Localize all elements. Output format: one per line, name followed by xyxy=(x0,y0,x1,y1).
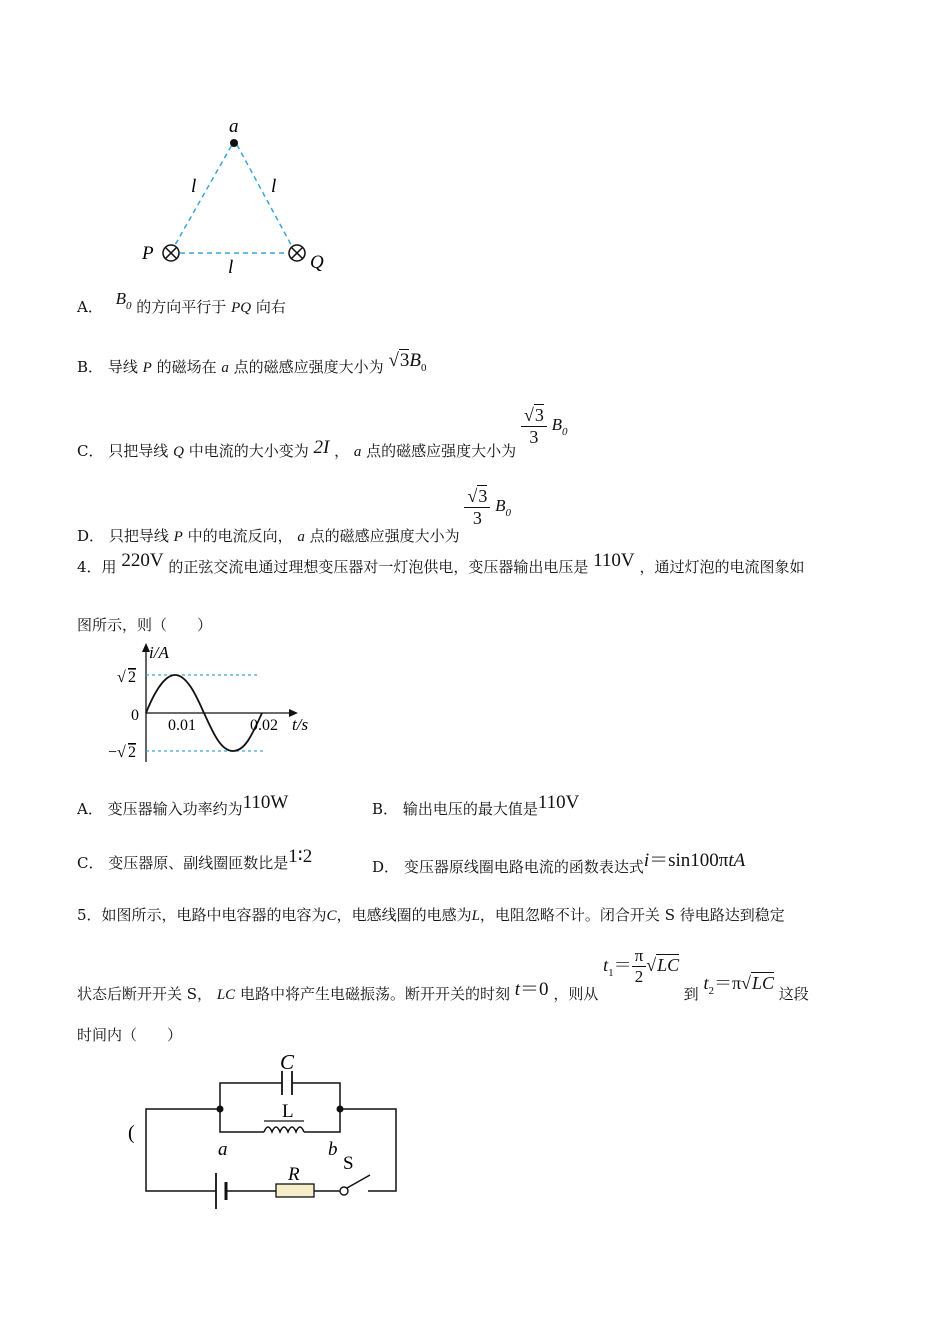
side-qa xyxy=(236,143,295,252)
label-capacitor: C xyxy=(280,1050,295,1074)
triangle-figure xyxy=(130,110,350,280)
wire-p-symbol xyxy=(163,245,179,261)
tick-0-02: 0.02 xyxy=(250,717,278,734)
q4-option-c: C． 变压器原、副线圈匝数比是1∶2 xyxy=(77,846,313,872)
q5-stem-line2: 状态后断开开关 S， LC 电路中将产生电磁振荡。断开开关的时刻 t＝0 ，则从 $t_1=$ $\frac{\pi}{2}$ √LC 到 $t_2=\pi√LC$ 这段 xyxy=(77,946,809,1003)
resistor xyxy=(276,1184,314,1197)
node-a-dot xyxy=(217,1106,224,1113)
lc-circuit xyxy=(120,1045,420,1215)
label-p: P xyxy=(142,243,154,264)
q3-option-d: D． 只把导线 P 中的电流反向， a 点的磁感应强度大小为 $\frac{√3}{3}$ $B_0$ xyxy=(77,486,511,545)
label-switch: S xyxy=(343,1153,354,1174)
label-side-bottom: l xyxy=(228,257,234,278)
y-min-label: √ xyxy=(117,744,126,761)
q4-option-a: A． 变压器输入功率约为110W xyxy=(77,792,289,818)
label-side-left: l xyxy=(191,176,197,197)
side-pa xyxy=(171,143,233,252)
q3-option-c: C． 只把导线 Q 中电流的大小变为 2I ， a 点的磁感应强度大小为 $\frac{√3}{3}$ $B_0$ xyxy=(77,405,568,460)
q5-stem-line3: 时间内（ ） xyxy=(77,1026,183,1044)
label-resistor: R xyxy=(288,1164,300,1185)
label-q: Q xyxy=(310,252,324,273)
wire-cap-left xyxy=(220,1083,282,1109)
label-paren: ( xyxy=(128,1122,135,1144)
label-a: a xyxy=(229,116,239,137)
y-max-label: √ xyxy=(117,669,126,686)
q3-option-a: A． $B_0$ 的方向平行于 PQ 向右 xyxy=(77,289,286,316)
q4-option-d: D． 变压器原线圈电路电流的函数表达式i＝sin100πtA xyxy=(372,850,746,876)
point-a xyxy=(230,139,238,147)
wire-ind-left xyxy=(220,1109,264,1132)
tick-0-01: 0.01 xyxy=(168,717,196,734)
q4-stem-line2: 图所示，则（ ） xyxy=(77,616,213,634)
label-node-a: a xyxy=(218,1139,228,1160)
switch-blade xyxy=(347,1175,370,1188)
current-graph xyxy=(100,640,330,775)
label-node-b: b xyxy=(328,1139,338,1160)
y-min-rad: 2 xyxy=(128,744,136,761)
q3-option-b: B． 导线 P 的磁场在 a 点的磁感应强度大小为 $√3B_0$ xyxy=(77,350,427,376)
wire-cap-right xyxy=(292,1083,340,1109)
inductor-coil xyxy=(264,1127,304,1132)
y-axis-label: i/A xyxy=(149,643,169,662)
switch-pivot xyxy=(340,1187,348,1195)
y-max-rad: 2 xyxy=(128,669,136,686)
wire-outer-right xyxy=(340,1109,396,1191)
wire-outer-left xyxy=(146,1109,220,1191)
label-inductor: L xyxy=(282,1101,294,1122)
x-axis-label: t/s xyxy=(292,715,309,734)
y-min-sign: − xyxy=(108,744,118,761)
wire-q-symbol xyxy=(289,245,305,261)
node-b-dot xyxy=(337,1106,344,1113)
q4-stem-line1: 4．用 220V 的正弦交流电通过理想变压器对一灯泡供电，变压器输出电压是 110V ，通过灯泡的电流图象如 xyxy=(77,550,805,576)
wire-ind-right xyxy=(304,1109,340,1132)
origin-label: 0 xyxy=(131,707,139,724)
label-side-right: l xyxy=(271,176,277,197)
q5-stem-line1: 5．如图所示，电路中电容器的电容为C，电感线圈的电感为L，电阻忽略不计。闭合开关 S 待电路达到稳定 xyxy=(77,906,785,924)
q4-option-b: B． 输出电压的最大值是110V xyxy=(372,792,580,818)
